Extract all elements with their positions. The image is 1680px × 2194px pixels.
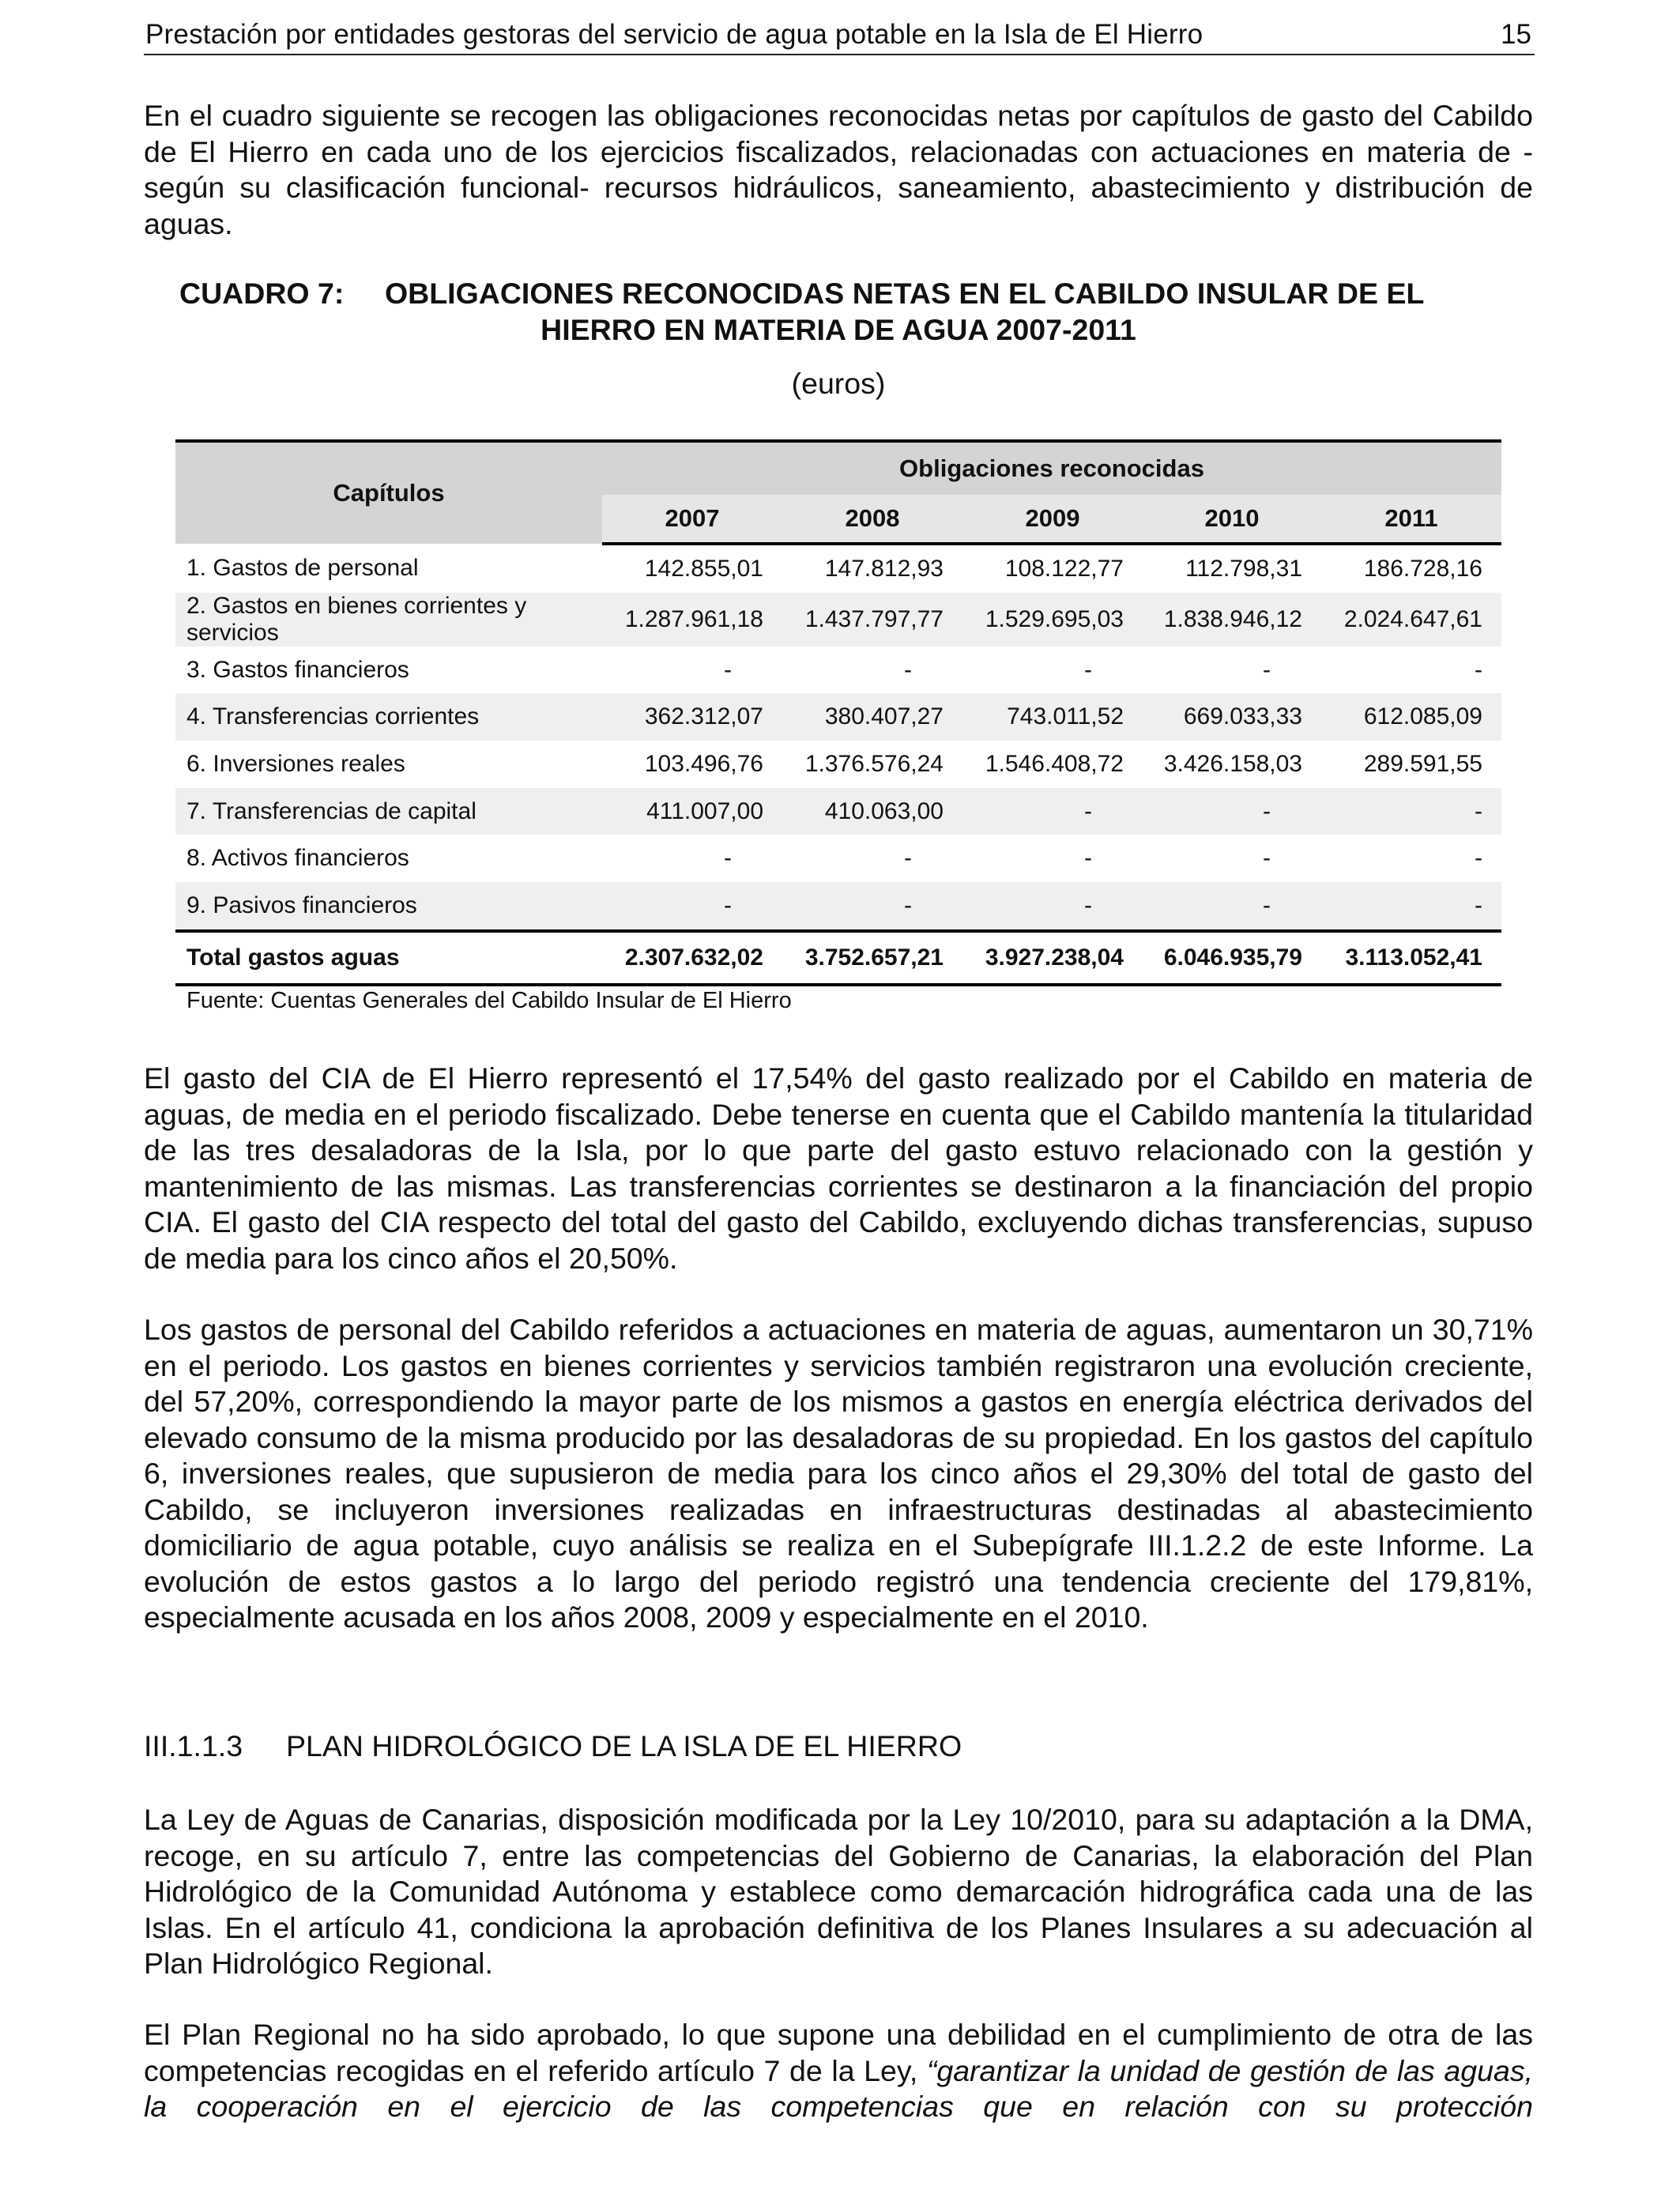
table-row (175, 741, 1501, 788)
row-label: 2. Gastos en bienes corrientes y servicios (175, 593, 602, 647)
intro-paragraph: En el cuadro siguiente se recogen las obligaciones reconocidas netas por capítulos de gasto del Cabildo de El Hierro en cada uno de los ejercicios fiscalizados, relacionadas con actuaciones en materia de -según su clasificación funcional- recursos hidráulicos, saneamiento, abastecimiento y distribución de aguas. (144, 99, 1533, 240)
total-value: 2.307.632,02 (602, 931, 782, 985)
cell-value: 1.437.797,77 (782, 593, 962, 647)
table-row (175, 593, 1501, 647)
table-row (175, 835, 1501, 882)
cell-value: 410.063,00 (782, 788, 962, 835)
cell-value: - (724, 845, 732, 872)
cell-value: - (1084, 656, 1092, 683)
row-label: 1. Gastos de personal (186, 554, 419, 581)
paragraph-plan-regional-text: El Plan Regional no ha sido aprobado, lo que supone una debilidad en el cumplimiento de otra de las competencias recogidas en el referido artículo 7 de la Ley, (144, 2018, 1533, 2087)
cell-value: - (904, 656, 912, 683)
table-header-year: 2011 (1321, 495, 1501, 544)
table-row (175, 882, 1501, 931)
page-number: 15 (1501, 19, 1531, 50)
paragraph-plan-regional-quote: “garantizar la unidad de gestión de las aguas, la cooperación en el ejercicio de las competencias que en relación con su protección (144, 2053, 1533, 2123)
section-title: PLAN HIDROLÓGICO DE LA ISLA DE EL HIERRO (286, 1729, 962, 1762)
cell-value: - (1475, 845, 1482, 872)
cell-value: 743.011,52 (962, 693, 1143, 741)
cuadro-title-line2: HIERRO EN MATERIA DE AGUA 2007-2011 (541, 313, 1136, 346)
table-header-chapters: Capítulos (175, 441, 602, 544)
total-value: 3.927.238,04 (962, 931, 1143, 985)
total-value: 6.046.935,79 (1143, 931, 1321, 985)
cell-value: - (1475, 656, 1482, 683)
row-label: 3. Gastos financieros (186, 656, 409, 683)
table-header-year: 2008 (782, 495, 962, 544)
cell-value: 669.033,33 (1143, 693, 1321, 741)
cell-value: 1.376.576,24 (804, 750, 944, 777)
cuadro-title-line1: OBLIGACIONES RECONOCIDAS NETAS EN EL CABILDO INSULAR DE EL (385, 277, 1425, 310)
table-row (175, 647, 1501, 694)
cell-value: 103.496,76 (644, 750, 763, 777)
row-label: 4. Transferencias corrientes (175, 693, 602, 741)
cell-value: 380.407,27 (782, 693, 962, 741)
cell-value: - (602, 882, 782, 931)
page-header (144, 14, 1535, 55)
cell-value: - (782, 882, 962, 931)
cell-value: 289.591,55 (1363, 750, 1482, 777)
cell-value: - (1321, 788, 1501, 835)
cell-value: - (724, 656, 732, 683)
cell-value: - (1321, 882, 1501, 931)
cell-value: 612.085,09 (1321, 693, 1501, 741)
paragraph-ley: La Ley de Aguas de Canarias, disposición modificada por la Ley 10/2010, para su adaptación a la DMA, recoge, en su artículo 7, entre las competencias del Gobierno de Canarias, la elaboración del Plan Hidrológico de la Comunidad Autónoma y establece como demarcación hidrográfica cada una de las Islas. En el artículo 41, condiciona la aprobación definitiva de los Planes Insulares a su adecuación al Plan Hidrológico Regional. (144, 1803, 1533, 1980)
cell-value: 411.007,00 (602, 788, 782, 835)
row-label: 8. Activos financieros (186, 845, 409, 872)
table-header-year: 2007 (602, 495, 782, 544)
paragraph-cia: El gasto del CIA de El Hierro representó el 17,54% del gasto realizado por el Cabildo en materia de aguas, de media en el periodo fiscalizado. Debe tenerse en cuenta que el Cabildo mantenía la titularidad de las tres desaladoras de la Isla, por lo que parte del gasto estuvo relacionado con la gestión y mantenimiento de las mismas. Las transferencias corrientes se destinaron a la financiación del propio CIA. El gasto del CIA respecto del total del gasto del Cabildo, excluyendo dichas transferencias, supuso de media para los cinco años el 20,50%. (144, 1061, 1533, 1275)
cell-value: - (1143, 882, 1321, 931)
row-label: 7. Transferencias de capital (175, 788, 602, 835)
total-value: 3.113.052,41 (1321, 931, 1501, 985)
cell-value: - (962, 788, 1143, 835)
cell-value: 2.024.647,61 (1321, 593, 1501, 647)
cell-value: - (1143, 788, 1321, 835)
table-row (175, 544, 1501, 593)
table-header-year: 2009 (962, 495, 1143, 544)
cell-value: - (1263, 845, 1271, 872)
cell-value: 186.728,16 (1363, 555, 1482, 582)
cell-value: 362.312,07 (602, 693, 782, 741)
row-label: 9. Pasivos financieros (175, 882, 602, 931)
cell-value: - (1084, 845, 1092, 872)
cell-value: 3.426.158,03 (1163, 750, 1302, 777)
cell-value: 1.287.961,18 (602, 593, 782, 647)
table-row (175, 693, 1501, 741)
total-value: 3.752.657,21 (782, 931, 962, 985)
section-heading (144, 1729, 962, 1763)
total-label: Total gastos aguas (175, 931, 602, 985)
row-label: 6. Inversiones reales (186, 750, 405, 777)
cell-value: 1.546.408,72 (985, 750, 1124, 777)
table-source: Fuente: Cuentas Generales del Cabildo Insular de El Hierro (186, 988, 792, 1013)
table-total-row (175, 931, 1501, 985)
cell-value: - (962, 882, 1143, 931)
cell-value: 142.855,01 (644, 555, 763, 582)
cell-value: 147.812,93 (824, 555, 944, 582)
obligations-table (175, 439, 1501, 986)
paragraph-plan-regional (144, 2017, 1533, 2125)
cell-value: 108.122,77 (1004, 555, 1124, 582)
cell-value: - (904, 845, 912, 872)
table-row (175, 788, 1501, 835)
cuadro-units: (euros) (791, 367, 886, 400)
cell-value: 1.529.695,03 (962, 593, 1143, 647)
paragraph-personal: Los gastos de personal del Cabildo referidos a actuaciones en materia de aguas, aumentaron un 30,71% en el periodo. Los gastos en bienes corrientes y servicios también registraron una evolución creciente, del 57,20%, correspondiendo la mayor parte de los mismos a gastos en energía eléctrica derivados del elevado consumo de la misma producido por las desaladoras de su propiedad. En los gastos del capítulo 6, inversiones reales, que supusieron de media para los cinco años el 29,30% del total de gasto del Cabildo, se incluyeron inversiones realizadas en infraestructuras destinadas al abastecimiento domiciliario de agua potable, cuyo análisis se realiza en el Subepígrafe III.1.2.2 de este Informe. La evolución de estos gastos a lo largo del periodo registró una tendencia creciente del 179,81%, especialmente acusada en los años 2008, 2009 y especialmente en el 2010. (144, 1313, 1533, 1634)
header-title: Prestación por entidades gestoras del servicio de agua potable en la Isla de El Hierro (145, 19, 1203, 50)
table-header-group: Obligaciones reconocidas (602, 441, 1501, 495)
cell-value: 112.798,31 (1185, 555, 1302, 582)
table-header-year: 2010 (1143, 495, 1321, 544)
section-number: III.1.1.3 (144, 1729, 243, 1762)
cell-value: 1.838.946,12 (1143, 593, 1321, 647)
cell-value: - (1263, 656, 1271, 683)
cuadro-label: CUADRO 7: (179, 277, 345, 310)
